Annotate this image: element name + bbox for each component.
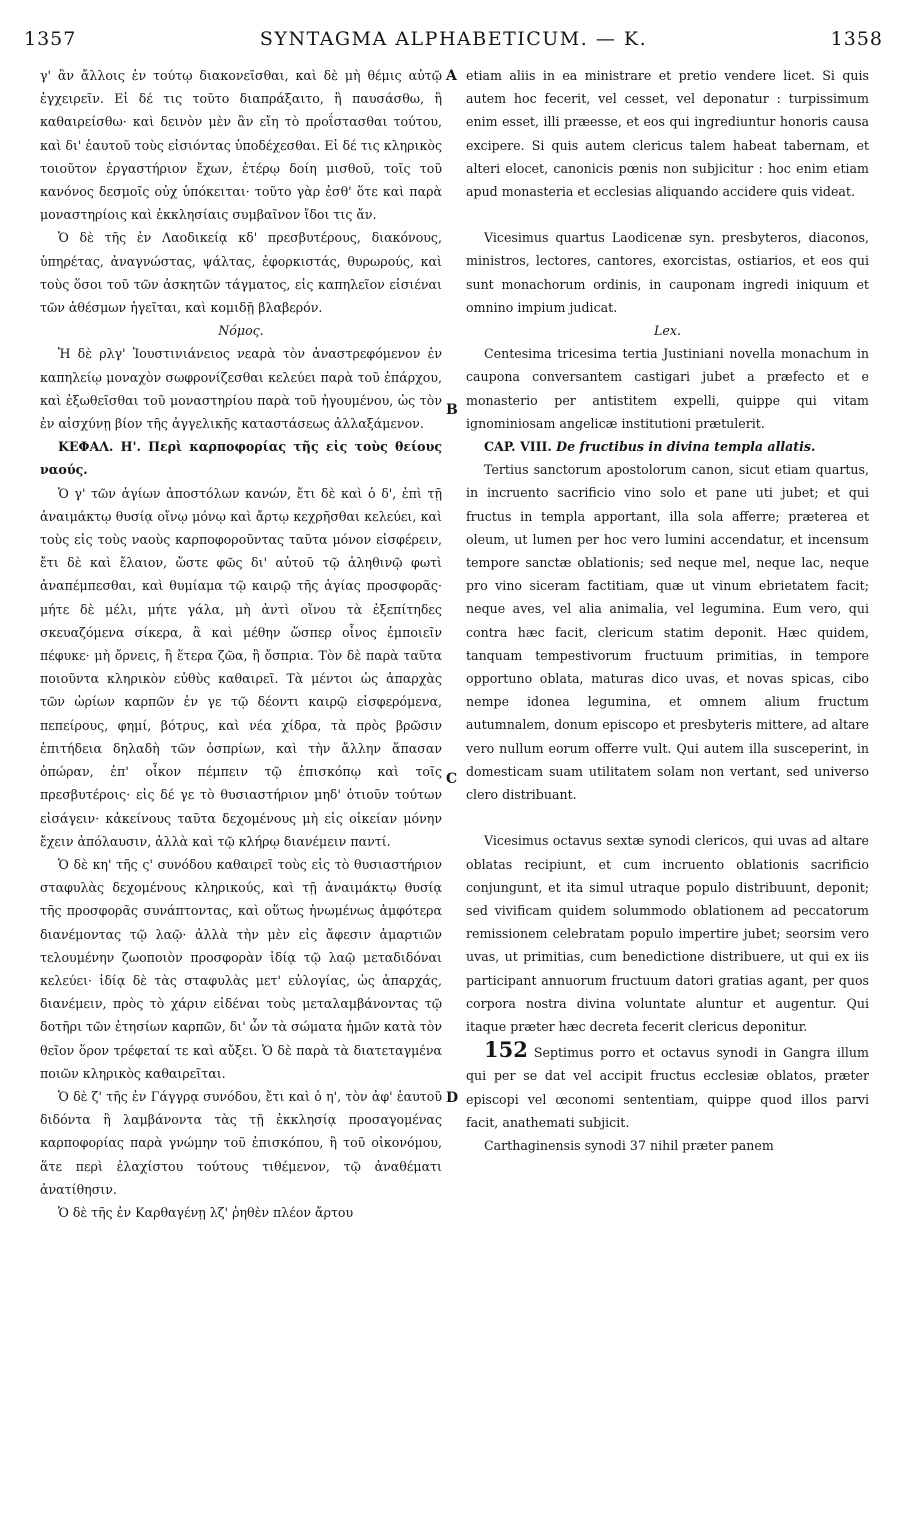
margin-letter-c: C — [446, 771, 458, 787]
greek-paragraph-7: Ὁ δὲ τῆς ἐν Καρθαγένῃ λζ' ῥηθὲν πλέον ἄρτου — [58, 1204, 354, 1220]
greek-chapter-heading: ΚΕΦΑΛ. Η'. Περὶ καρποφορίας τῆς εἰς τοὺς θείους ναούς. — [40, 439, 442, 478]
greek-paragraph-1: γ' ἂν ἄλλοις ἐν τούτῳ διακονεῖσθαι, καὶ δὲ μὴ θέμις αὐτῷ ἐγχειρεῖν. Εἰ δέ τις τοῦτο διαπράξαιτο, ἢ παυσάσθω, ἢ καθαιρείσθω· καὶ δεινὸν μὲν ἂν εἴη τὸ προΐστασθαι τούτου, καὶ δι' ἑαυτοῦ τοὺς εἰσιόντας ὑποδέχεσθαι. Εἰ δέ τις κληρικὸς τοιοῦτον ἐργαστήριον ἔχων, ἑτέρῳ δοίη μισθοῦ, τοῖς τοῦ κανόνος δεσμοῖς οὐχ ὑπόκειται· τοῦτο γὰρ ἐσθ' ὅτε καὶ παρὰ μοναστηρίοις καὶ ἐκκλησίαις συμβαῖνον ἴδοι τις ἄν. — [40, 68, 442, 223]
margin-letter-d: D — [446, 1090, 459, 1106]
greek-column — [40, 64, 442, 1224]
greek-paragraph-2: Ὁ δὲ τῆς ἐν Λαοδικείᾳ κδ' πρεσβυτέρους, διακόνους, ὑπηρέτας, ἀναγνώστας, ψάλτας, ἐφορκιστάς, θυρωρούς, καὶ τοὺς ὅσοι τοῦ τῶν ἀσκητῶν τάγματος, εἰς καπηλεῖον εἰσιέναι τῶν ἀθέσμων ἡγεῖται, καὶ κομιδῇ βλαβερόν. — [40, 230, 442, 316]
latin-paragraph-1: etiam aliis in ea ministrare et pretio vendere licet. Si quis autem hoc fecerit, vel cesset, vel deponatur : turpissimum enim esset, illi præesse, et eos qui ingrediuntur honoris causa excipere. Si quis autem clericus talem habeat tabernam, et alteri elocet, canonicis pœnis non subjicitur : hoc enim etiam apud monasteria et ecclesias aliquando accidere quis videat. — [466, 68, 869, 200]
page-header — [24, 28, 883, 60]
latin-paragraph-2: Vicesimus quartus Laodicenæ syn. presbyteros, diaconos, ministros, lectores, cantores, exorcistas, ostiarios, et eos qui sunt monachorum ordinis, in cauponam ingredi iniquum et omnino impium judicat. — [466, 230, 869, 315]
latin-paragraph-6-text: Septimus porro et octavus synodi in Gangra illum qui per se dat vel accipit fructus ecclesiæ oblatos, præter episcopi vel œconomi sententiam, quippe quod illos parvi facit, anathemati subjicit. — [466, 1045, 869, 1130]
latin-paragraph-3: Centesima tricesima tertia Justiniani novella monachum in caupona conversantem castigari jubet a præfecto et e monasterio per antistitem expelli, quippe qui vitam ignominiosam angelicæ institutioni prætulerit. — [466, 346, 869, 431]
latin-column — [466, 64, 869, 1157]
greek-paragraph-3: Ἡ δὲ ρλγ' Ἰουστινιάνειος νεαρὰ τὸν ἀναστρεφόμενον ἐν καπηλείῳ μοναχὸν σωφρονίζεσθαι κελεύει παρὰ τοῦ ἐπάρχου, καὶ ἐξωθεῖσθαι τοῦ μοναστηρίου παρὰ τοῦ ἡγουμένου, ὡς τὸν ἐν αἰσχύνῃ βίον τῆς ἀγγελικῆς καταστάσεως ἀλλαξάμενον. — [40, 346, 442, 432]
latin-paragraph-6 — [466, 1038, 869, 1134]
greek-paragraph-5: Ὁ δὲ κη' τῆς ς' συνόδου καθαιρεῖ τοὺς εἰς τὸ θυσιαστήριον σταφυλὰς δεχομένους κληρικούς, καὶ τῇ ἀναιμάκτῳ θυσίᾳ τῆς προσφορᾶς συνάπτοντας, καὶ οὕτως ἡνωμένως ἀμφότερα διανέμοντας τῷ λαῷ· ἀλλὰ τὴν μὲν εἰς ἄφεσιν ἁμαρτιῶν τελουμένην ζωοποιὸν προσφορὰν ἰδίᾳ τῷ λαῷ μεταδιδόναι κελεύει· ἰδίᾳ δὲ τὰς σταφυλὰς μετ' εὐλογίας, ὡς ἀπαρχάς, διανέμειν, πρὸς τὸ χάριν εἰδέναι τοὺς μεταλαμβάνοντας τῷ δοτῆρι τῶν ἐτησίων καρπῶν, δι' ὧν τὰ σώματα ἡμῶν κατὰ τὸν θεῖον ὅρον τρέφεταί τε καὶ αὔξει. Ὁ δὲ παρὰ τὰ διατεταγμένα ποιῶν κληρικὸς καθαιρεῖται. — [40, 856, 442, 1081]
latin-chapter-label: CAP. VIII. — [484, 439, 552, 455]
latin-chapter-heading — [466, 435, 869, 458]
margin-letter-b: B — [446, 402, 458, 418]
latin-paragraph-4: Tertius sanctorum apostolorum canon, sicut etiam quartus, in incruento sacrificio vino solo et pane uti jubet; et qui fructus in templa apportant, illa sola afferre; præterea et oleum, ut lumen per hoc vero lumini accendatur, et incensum tempore sanctæ oblationis; sed neque mel, neque lac, neque pro vino siceram factitiam, quæ ut vinum ebrietatem facit; neque aves, vel alia animalia, vel legumina. Eum vero, qui contra hæc facit, clericum statim deponit. Hæc quidem, tanquam tempestivorum fructuum primitias, in tempore opportuno oblata, maturas dico uvas, et novas spicas, cibo nempe idonea legumina, et omnem alium fructum autumnalem, donum episcopo et presbyteris mittere, ad altare vero nullum eorum offerre vult. Qui autem illa susceperint, in domesticam suam utilitatem solam non vertant, sed universo clero distribuant. — [466, 462, 869, 803]
page-number-right: 1358 — [830, 28, 883, 50]
running-title: SYNTAGMA ALPHABETICUM. — K. — [259, 28, 648, 50]
page-number-left: 1357 — [24, 28, 77, 50]
spacer — [466, 203, 869, 226]
marginal-number: 152 — [484, 1037, 528, 1063]
spacer — [466, 806, 869, 829]
greek-nomos-heading: Νόμος. — [218, 323, 264, 339]
latin-paragraph-7: Carthaginensis synodi 37 nihil præter panem — [484, 1137, 774, 1153]
latin-chapter-title: De fructibus in divina templa allatis. — [556, 439, 816, 455]
margin-letter-a: A — [446, 68, 457, 84]
latin-paragraph-5: Vicesimus octavus sextæ synodi clericos, qui uvas ad altare oblatas recipiunt, et cum incruento oblationis sacrificio conjungunt, et ita simul utraque populo distribuunt, deponit; sed vivificam quidem solummodo oblationem ad peccatorum remissionem celebratam populo impertire jubet; seorsim vero uvas, ut primitias, cum benedictione distribuere, ut qui ex iis participant annuorum fructuum datori gratias agant, per quos corpora nostra divina voluntate aluntur et augentur. Qui itaque præter hæc decreta fecerit clericus deponitur. — [466, 833, 869, 1034]
greek-paragraph-6: Ὁ δὲ ζ' τῆς ἐν Γάγγρᾳ συνόδου, ἔτι καὶ ὁ η', τὸν ἀφ' ἑαυτοῦ διδόντα ἢ λαμβάνοντα τὰς τῇ ἐκκλησίᾳ προσαγομένας καρποφορίας παρὰ γνώμην τοῦ ἐπισκόπου, ἢ τοῦ οἰκονόμου, ἅτε περὶ ἐλαχίστου τούτους τιθέμενον, τῷ ἀναθέματι ἀνατίθησιν. — [40, 1088, 442, 1197]
greek-paragraph-4: Ὁ γ' τῶν ἁγίων ἀποστόλων κανών, ἔτι δὲ καὶ ὁ δ', ἐπὶ τῇ ἀναιμάκτῳ θυσίᾳ οἴνῳ μόνῳ καὶ ἄρτῳ κεχρῆσθαι κελεύει, καὶ τοὺς εἰς τοὺς ναοὺς καρποφοροῦντας ταῦτα μόνον εἰσφέρειν, ἔτι δὲ καὶ ἔλαιον, ὥστε φῶς δι' αὐτοῦ τῷ ἀληθινῷ φωτὶ ἀναπέμπεσθαι, καὶ θυμίαμα τῷ καιρῷ τῆς ἁγίας προσφορᾶς· μήτε δὲ μέλι, μήτε γάλα, μὴ ἀντὶ οἴνου τὰ ἐξεπίτηδες σκευαζόμενα σίκερα, ἃ καὶ μέθην ὥσπερ οἶνος ἐμποιεῖν πέφυκε· μὴ ὄρνεις, ἢ ἕτερα ζῶα, ἢ ὄσπρια. Τὸν δὲ παρὰ ταῦτα ποιοῦντα κληρικὸν εὐθὺς καθαιρεῖ. Τὰ μέντοι ὡς ἀπαρχὰς τῶν ὡρίων καρπῶν ἐν γε τῷ δέοντι καιρῷ εἰσφερόμενα, πεπείρους, φημί, βότρυς, καὶ νέα χίδρα, τὰ πρὸς βρῶσιν ἐπιτήδεια δηλαδὴ τῶν ὀσπρίων, καὶ τὴν ἄλλην ἅπασαν ὀπώραν, ἐπ' οἶκον πέμπειν τῷ ἐπισκόπῳ καὶ τοῖς πρεσβυτέροις· εἰς δέ γε τὸ θυσιαστήριον μηδ' ὁτιοῦν τούτων εἰσάγειν· κἀκείνους ταῦτα δεχομένους μὴ εἰς οἰκείαν μόνην ἔχειν ἀπόλαυσιν, ἀλλὰ καὶ τῷ κλήρῳ διανέμειν παντί. — [40, 485, 442, 849]
latin-lex-heading: Lex. — [654, 323, 681, 339]
